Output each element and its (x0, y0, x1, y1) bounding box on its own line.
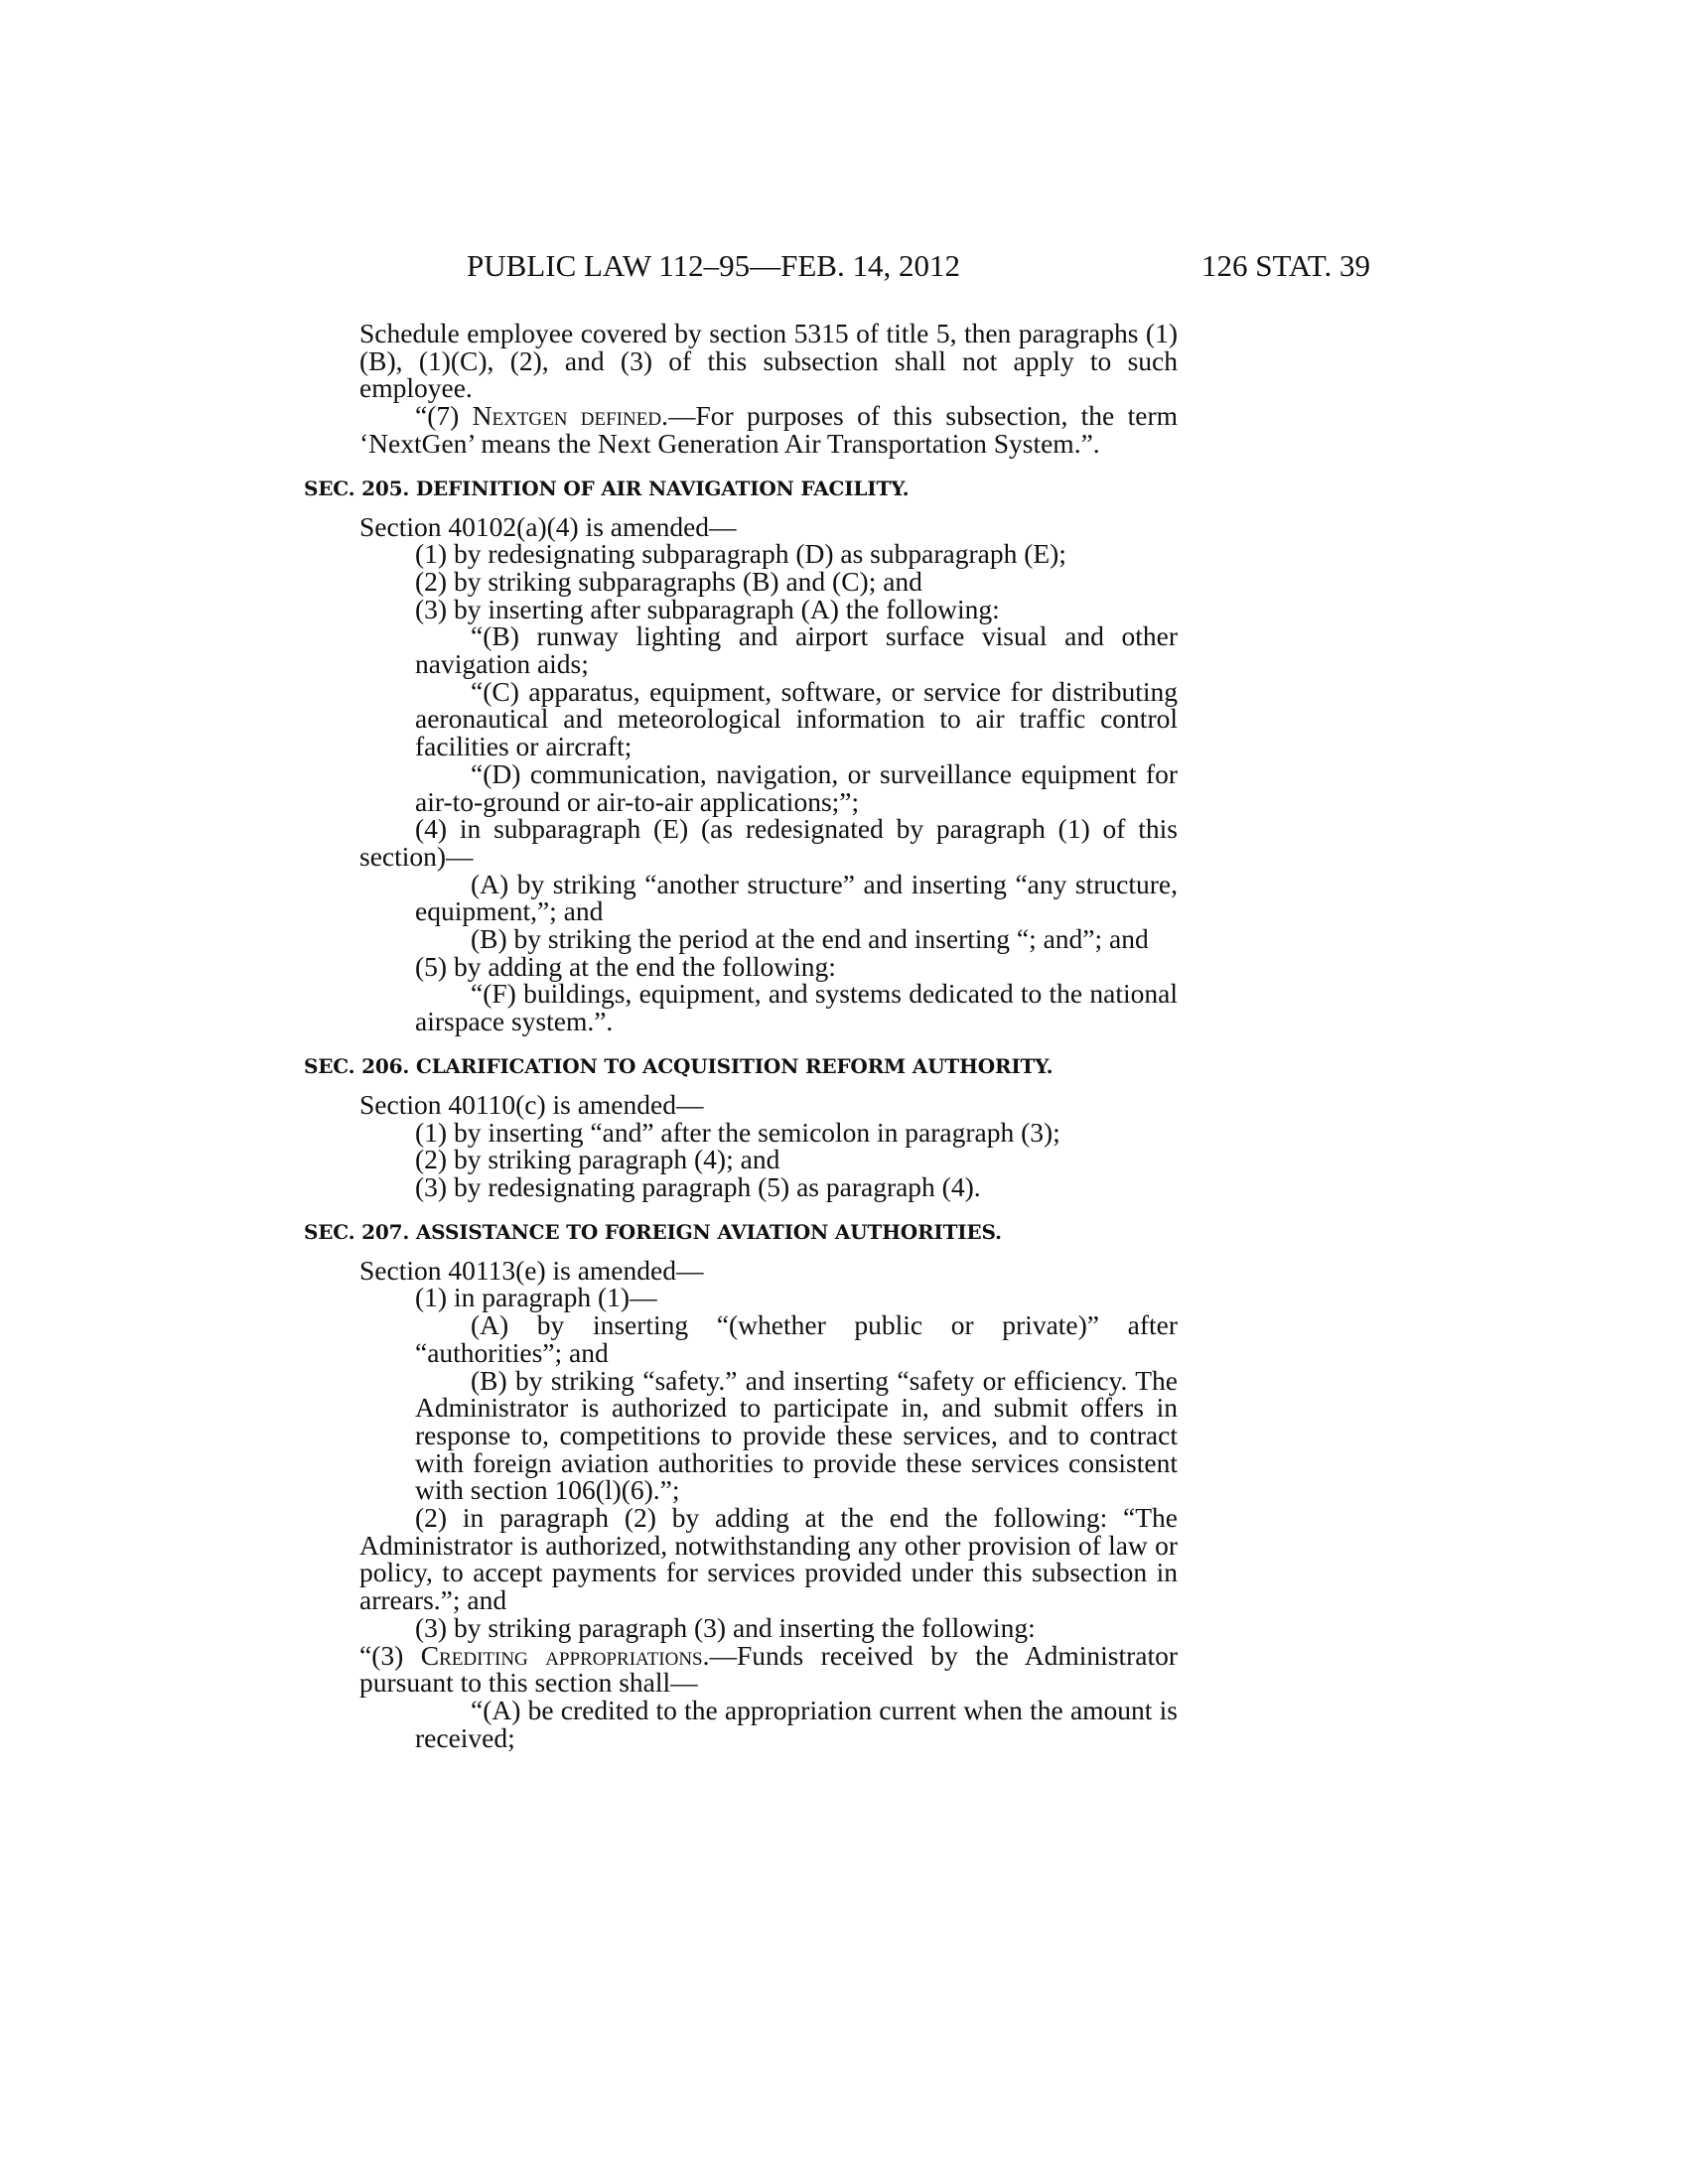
subparagraph: “(B) runway lighting and airport surface visual and other navigation aids; (415, 620, 1178, 680)
defined-term: Crediting appropriations (420, 1639, 703, 1671)
paragraph: (3) by striking paragraph (3) and inserting the following: (415, 1611, 1036, 1643)
paragraph-text: .—For purposes of this subsection, the term ‘NextGen’ means the Next Generation Air Transportation System.”. (359, 400, 1178, 459)
paragraph: (1) by inserting “and” after the semicolon in paragraph (3); (415, 1116, 1060, 1148)
paragraph: (1) by redesignating subparagraph (D) as subparagraph (E); (415, 538, 1066, 570)
section-heading: SEC. 205. DEFINITION OF AIR NAVIGATION FACILITY. (304, 476, 910, 500)
paragraph (359, 402, 1178, 457)
subparagraph: “(C) apparatus, equipment, software, or service for distributing aeronautical and meteorological information to air traffic control facilities or aircraft; (415, 675, 1178, 762)
paragraph: (4) in subparagraph (E) (as redesignated by paragraph (1) of this section)— (359, 813, 1178, 872)
paragraph: (2) by striking paragraph (4); and (415, 1144, 780, 1175)
page-number: 126 STAT. 39 (1200, 248, 1370, 283)
section-intro: Section 40102(a)(4) is amended— (359, 510, 737, 542)
paragraph-text: .—Funds received by the Administrator pursuant to this section shall— (359, 1639, 1179, 1699)
paragraph-lead: “(3) (359, 1639, 421, 1671)
paragraph (359, 1639, 1179, 1699)
section-heading: SEC. 206. CLARIFICATION TO ACQUISITION REFORM AUTHORITY. (304, 1053, 1054, 1078)
paragraph: Schedule employee covered by section 5315 of title 5, then paragraphs (1)(B), (1)(C), (2), and (3) of this subsection shall not apply to such employee. (359, 318, 1178, 404)
subparagraph: “(D) communication, navigation, or surveillance equipment for air-to-ground or air-to-air applications;”; (415, 757, 1178, 817)
paragraph-lead: “(7) (415, 400, 473, 432)
section-intro: Section 40113(e) is amended— (359, 1254, 704, 1286)
paragraph: (3) by inserting after subparagraph (A) the following: (415, 593, 1000, 624)
section-intro: Section 40110(c) is amended— (359, 1088, 704, 1120)
paragraph: (2) in paragraph (2) by adding at the end the following: “The Administrator is authorized, notwithstanding any other provision of law or policy, to accept payments for services provided under this subsection in arrears.”; and (359, 1502, 1178, 1616)
paragraph: (3) by redesignating paragraph (5) as paragraph (4). (415, 1170, 981, 1202)
defined-term: Nextgen defined (472, 400, 662, 432)
subparagraph: (B) by striking “safety.” and inserting “safety or efficiency. The Administrator is authorized to participate in, and submit offers in response to, competitions to provide these services, and to contract with foreign aviation authorities to provide these services consistent with section 106(l)(6).”; (415, 1364, 1178, 1506)
subparagraph: “(F) buildings, equipment, and systems dedicated to the national airspace system.”. (415, 978, 1178, 1037)
paragraph: (1) in paragraph (1)— (415, 1282, 657, 1313)
subparagraph: (A) by striking “another structure” and inserting “any structure, equipment,”; and (415, 868, 1178, 927)
document-body (304, 318, 1179, 1753)
subparagraph: (A) by inserting “(whether public or private)” after “authorities”; and (415, 1309, 1178, 1368)
paragraph: (2) by striking subparagraphs (B) and (C); and (415, 565, 922, 597)
running-title: PUBLIC LAW 112–95—FEB. 14, 2012 (467, 248, 960, 283)
page-header (357, 248, 1370, 288)
subparagraph: (B) by striking the period at the end and inserting “; and”; and (471, 923, 1149, 955)
paragraph: (5) by adding at the end the following: (415, 950, 836, 982)
section-heading: SEC. 207. ASSISTANCE TO FOREIGN AVIATION AUTHORITIES. (304, 1219, 1002, 1244)
subparagraph: “(A) be credited to the appropriation current when the amount is received; (415, 1694, 1178, 1753)
